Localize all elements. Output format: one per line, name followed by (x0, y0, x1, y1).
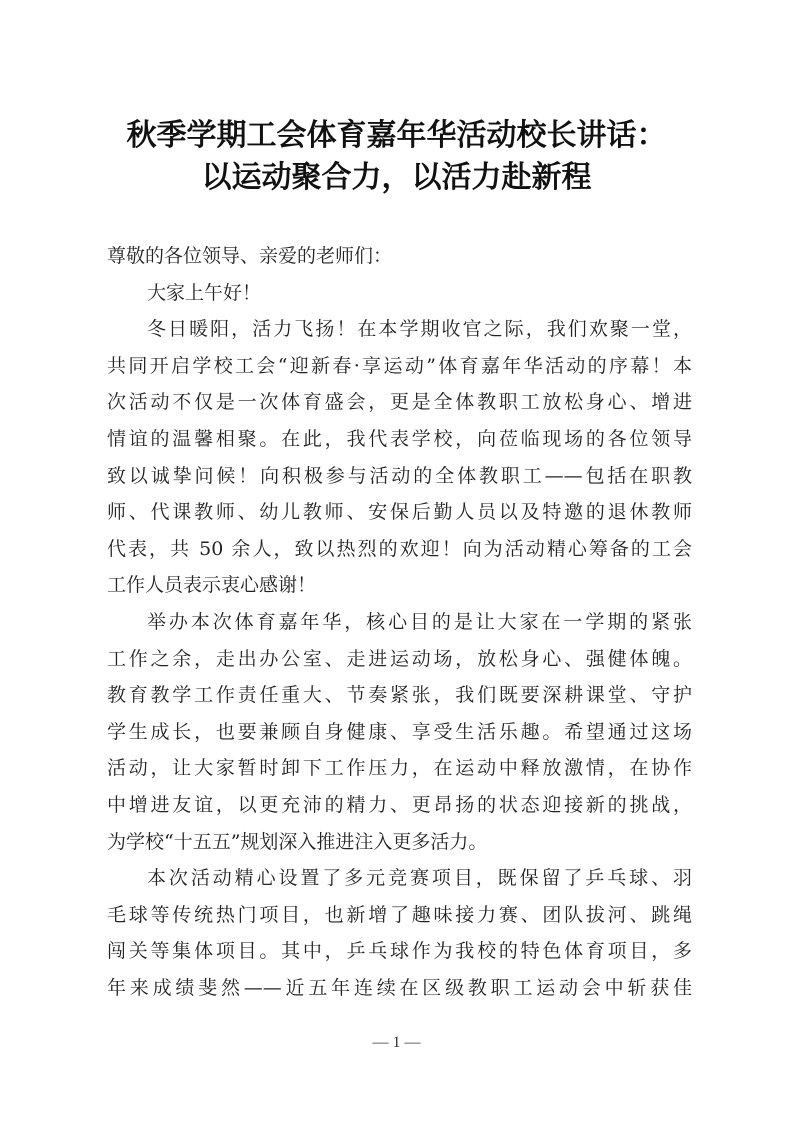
text-line: 学生成长，也要兼顾自身健康、享受生活乐趣。希望通过这场 (107, 720, 692, 743)
speech-body (107, 238, 692, 1006)
text-line: 教育教学工作责任重大、节奏紧张，我们既要深耕课堂、守护 (107, 684, 692, 707)
text-line: 本次活动精心设置了多元竞赛项目，既保留了乒乓球、羽 (147, 867, 692, 890)
text-line: 致以诚挚问候！向积极参与活动的全体教职工——包括在职教 (107, 464, 692, 487)
text-line: 活动，让大家暂时卸下工作压力，在运动中释放激情，在协作 (107, 757, 692, 780)
page-number: — 1 — (372, 1034, 421, 1051)
text-line: 工作之余，走出办公室、走进运动场，放松身心、强健体魄。 (107, 647, 692, 670)
text-line: 冬日暖阳，活力飞扬！在本学期收官之际，我们欢聚一堂， (147, 318, 692, 341)
text-line: 工作人员表示衷心感谢！ (107, 574, 317, 597)
text-line: 次活动不仅是一次体育盛会，更是全体教职工放松身心、增进 (107, 391, 692, 414)
text-line: 共同开启学校工会“迎新春·享运动”体育嘉年华活动的序幕！本 (107, 354, 692, 377)
text-line: 代表，共 50 余人，致以热烈的欢迎！向为活动精心筹备的工会 (107, 537, 692, 560)
text-line: 毛球等传统热门项目，也新增了趣味接力赛、团队拔河、跳绳 (107, 903, 692, 926)
text-line: 情谊的温馨相聚。在此，我代表学校，向莅临现场的各位领导 (107, 427, 692, 450)
text-line: 大家上午好！ (147, 281, 262, 304)
title-line-2: 以运动聚合力，以活力赴新程 (201, 160, 592, 195)
text-line: 中增进友谊，以更充沛的精力、更昂扬的状态迎接新的挑战， (107, 793, 692, 816)
title-line-1: 秋季学期工会体育嘉年华活动校长讲话： (126, 118, 667, 153)
text-line: 为学校“十五五”规划深入推进注入更多活力。 (107, 830, 488, 853)
text-line: 举办本次体育嘉年华，核心目的是让大家在一学期的紧张 (147, 610, 692, 633)
text-line: 闯关等集体项目。其中，乒乓球作为我校的特色体育项目，多 (107, 940, 692, 963)
text-line: 年来成绩斐然——近五年连续在区级教职工运动会中斩获佳 (107, 976, 692, 999)
text-line: 师、代课教师、幼儿教师、安保后勤人员以及特邀的退休教师 (107, 501, 692, 524)
text-line: 尊敬的各位领导、亲爱的老师们： (107, 245, 393, 267)
